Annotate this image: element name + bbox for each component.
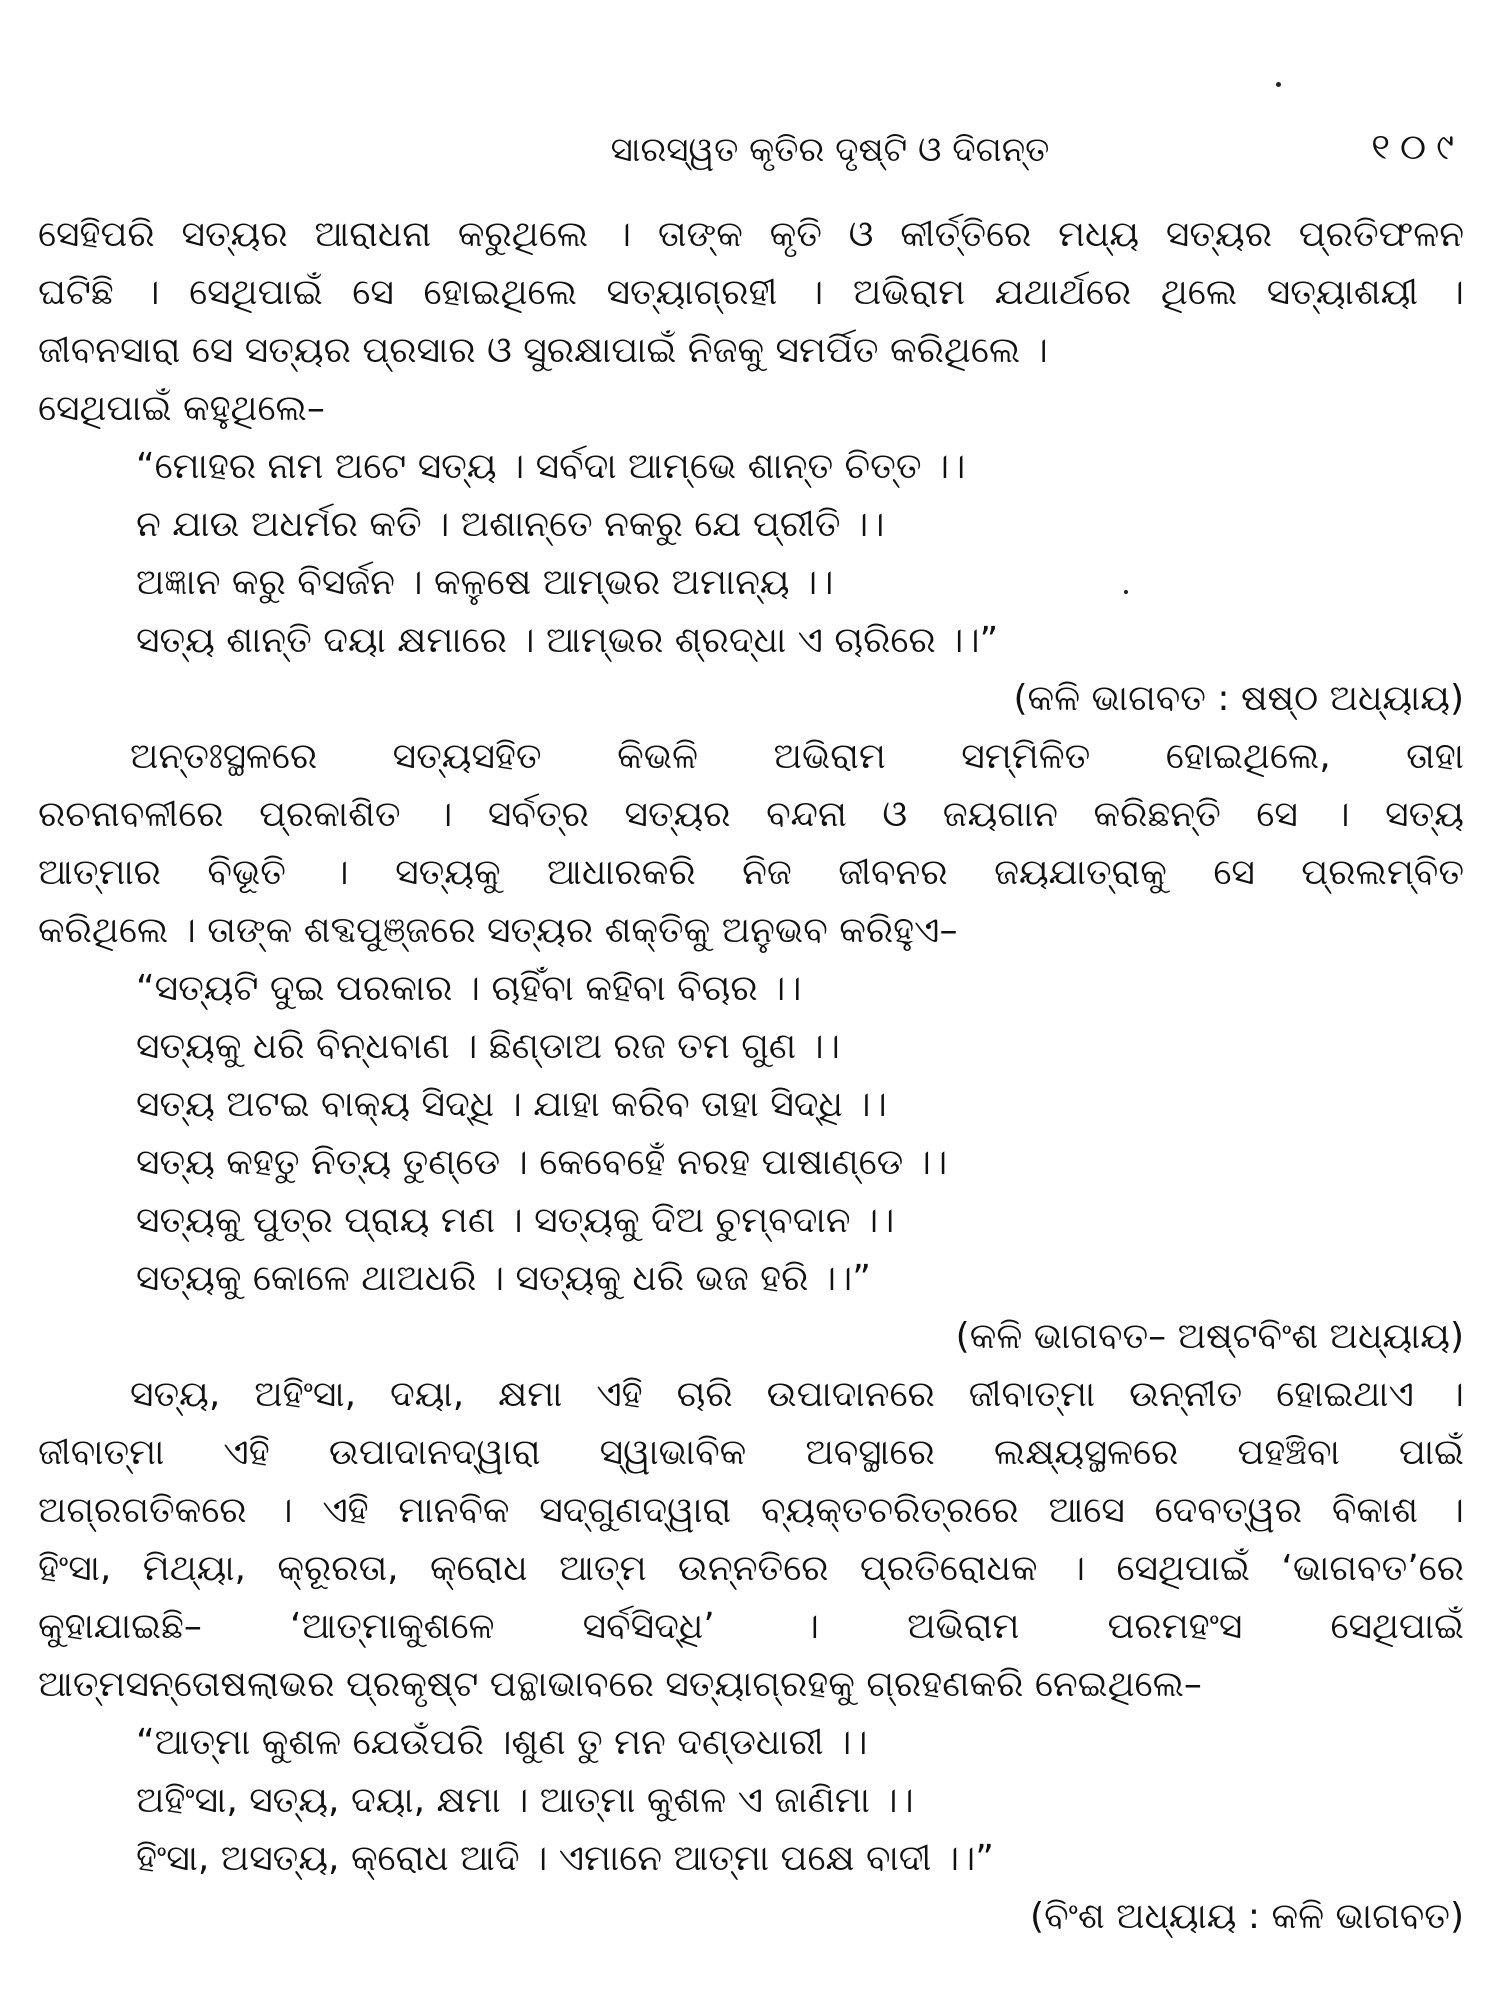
paragraph-line: ରଚନାବଳୀରେ ପ୍ରକାଶିତ । ସର୍ବତ୍ର ସତ୍ୟର ବନ୍ଦନା ଓ ଜୟଗାନ କରିଛନ୍ତି ସେ । ସତ୍ୟ [38,794,1464,835]
verse-line: ନ ଯାଉ ଅଧର୍ମର କତି । ଅଶାନ୍ତେ ନକରୁ ଯେ ପ୍ରୀତି ।। [136,504,885,545]
ink-speck [1276,82,1281,87]
verse-line: “ସତ୍ୟଟି ଦୁଇ ପରକାର । ଚାହିଁବା କହିବା ବିଚାର ।। [136,968,802,1009]
verse-source: (କଳି ଭାଗବତ– ଅଷ୍ଟବିଂଶ ଅଧ୍ୟାୟ) [955,1316,1464,1357]
paragraph-line: ଘଟିଛି । ସେଥିପାଇଁ ସେ ହୋଇଥିଲେ ସତ୍ୟାଗ୍ରହୀ । ଅଭିରାମ ଯଥାର୍ଥରେ ଥିଲେ ସତ୍ୟାଶୟୀ । [38,272,1464,313]
verse-line: ସତ୍ୟ ଶାନ୍ତି ଦୟା କ୍ଷମାରେ । ଆମ୍ଭର ଶ୍ରଦ୍ଧା ଏ ଚାରିରେ ।।” [136,620,999,661]
verse-line: ଅଜ୍ଞାନ କରୁ ବିସର୍ଜନ । କଳୁଷେ ଆମ୍ଭର ଅମାନ୍ୟ ।। [136,562,834,603]
paragraph-line: ଜୀବାତ୍ମା ଏହି ଉପାଦାନଦ୍ୱାରା ସ୍ୱାଭାବିକ ଅବସ୍ଥାରେ ଲକ୍ଷ୍ୟସ୍ଥଳରେ ପହଞ୍ଚିବା ପାଇଁ [38,1432,1464,1473]
paragraph-line: ହିଂସା, ମିଥ୍ୟା, କ୍ରୂରତା, କ୍ରୋଧ ଆତ୍ମ ଉନ୍ନତିରେ ପ୍ରତିରୋଧକ । ସେଥିପାଇଁ ‘ଭାଗବତ’ରେ [38,1548,1464,1589]
paragraph-line: ସେହିପରି ସତ୍ୟର ଆରାଧନା କରୁଥିଲେ । ତାଙ୍କ କୃତି ଓ କୀର୍ତ୍ତିରେ ମଧ୍ୟ ସତ୍ୟର ପ୍ରତିଫଳନ [38,214,1464,255]
verse-line: ସତ୍ୟକୁ ପୁତ୍ର ପ୍ରାୟ ମଣ । ସତ୍ୟକୁ ଦିଅ ଚୁମ୍ବଦାନ ।। [136,1200,895,1241]
verse-source: (କଳି ଭାଗବତ : ଷଷ୍ଠ ଅଧ୍ୟାୟ) [1013,678,1464,719]
paragraph-line: କରିଥିଲେ । ତାଙ୍କ ଶବ୍ଦପୁଞ୍ଜରେ ସତ୍ୟର ଶକ୍ତିକୁ ଅନୁଭବ କରିହୁଏ– [38,910,958,951]
paragraph-line: କୁହାଯାଇଛି– ‘ଆତ୍ମାକୁଶଳେ ସର୍ବସିଦ୍ଧି’ । ଅଭିରାମ ପରମହଂସ ସେଥିପାଇଁ [38,1606,1464,1647]
paragraph-line: ସେଥିପାଇଁ କହୁଥିଲେ– [38,388,325,429]
verse-line: “ମୋହର ନାମ ଅଟେ ସତ୍ୟ । ସର୍ବଦା ଆମ୍ଭେ ଶାନ୍ତ ଚିତ୍ତ ।। [136,446,966,487]
paragraph-line: ଅନ୍ତଃସ୍ଥଳରେ ସତ୍ୟସହିତ କିଭଳି ଅଭିରାମ ସମ୍ମିଳିତ ହୋଇଥିଲେ, ତାହା [130,736,1464,777]
page-number: ୧୦୯ [1371,127,1464,168]
verse-line: ଅହିଂସା, ସତ୍ୟ, ଦୟା, କ୍ଷମା । ଆତ୍ମା କୁଶଳ ଏ ଜାଣିମା ।। [136,1780,914,1821]
verse-line: ସତ୍ୟ କହତୁ ନିତ୍ୟ ତୁଣ୍ଡେ । କେବେହେଁ ନରହ ପାଷାଣ୍ଡେ ।। [136,1142,948,1183]
verse-line: ସତ୍ୟ ଅଟଇ ବାକ୍ୟ ସିଦ୍ଧି । ଯାହା କରିବ ତାହା ସିଦ୍ଧି ।। [136,1084,887,1125]
paragraph-line: ଆତ୍ମାର ବିଭୂତି । ସତ୍ୟକୁ ଆଧାରକରି ନିଜ ଜୀବନର ଜୟଯାତ୍ରାକୁ ସେ ପ୍ରଲମ୍ବିତ [38,852,1464,893]
paragraph-line: ଜୀବନସାରା ସେ ସତ୍ୟର ପ୍ରସାର ଓ ସୁରକ୍ଷାପାଇଁ ନିଜକୁ ସମର୍ପିତ କରିଥିଲେ । [38,330,1048,371]
verse-line: ସତ୍ୟକୁ ଧରି ବିନ୍ଧବାଣ । ଛିଣ୍ଡାଅ ରଜ ତମ ଗୁଣ ।। [136,1026,840,1067]
paragraph-line: ଅଗ୍ରଗତିକରେ । ଏହି ମାନବିକ ସଦ୍‌ଗୁଣଦ୍ୱାରା ବ୍ୟକ୍ତଚରିତ୍ରରେ ଆସେ ଦେବତ୍ୱର ବିକାଶ । [38,1490,1464,1531]
paragraph-line: ସତ୍ୟ, ଅହିଂସା, ଦୟା, କ୍ଷମା ଏହି ଚାରି ଉପାଦାନରେ ଜୀବାତ୍ମା ଉନ୍ନୀତ ହୋଇଥାଏ । [130,1374,1464,1415]
verse-source: (ବିଂଶ ଅଧ୍ୟାୟ : କଳି ଭାଗବତ) [1030,1896,1464,1937]
paragraph-line: ଆତ୍ମସନ୍ତୋଷଲାଭର ପ୍ରକୃଷ୍ଟ ପନ୍ଥାଭାବରେ ସତ୍ୟାଗ୍ରହକୁ ଗ୍ରହଣକରି ନେଇଥିଲେ– [38,1664,1202,1705]
verse-line: ସତ୍ୟକୁ କୋଳେ ଥାଅଧରି । ସତ୍ୟକୁ ଧରି ଭଜ ହରି ।।” [136,1258,871,1299]
verse-line: “ଆତ୍ମା କୁଶଳ ଯେଉଁପରି ।ଶୁଣ ତୁ ମନ ଦଣ୍ଡଧାରୀ ।। [136,1722,868,1763]
ink-speck [1124,590,1128,594]
running-header-title: ସାରସ୍ୱତ କୃତିର ଦୃଷ୍ଟି ଓ ଦିଗନ୍ତ [610,130,1050,170]
verse-line: ହିଂସା, ଅସତ୍ୟ, କ୍ରୋଧ ଆଦି । ଏମାନେ ଆତ୍ମା ପକ୍ଷେ ବାଦୀ ।।” [136,1838,994,1879]
